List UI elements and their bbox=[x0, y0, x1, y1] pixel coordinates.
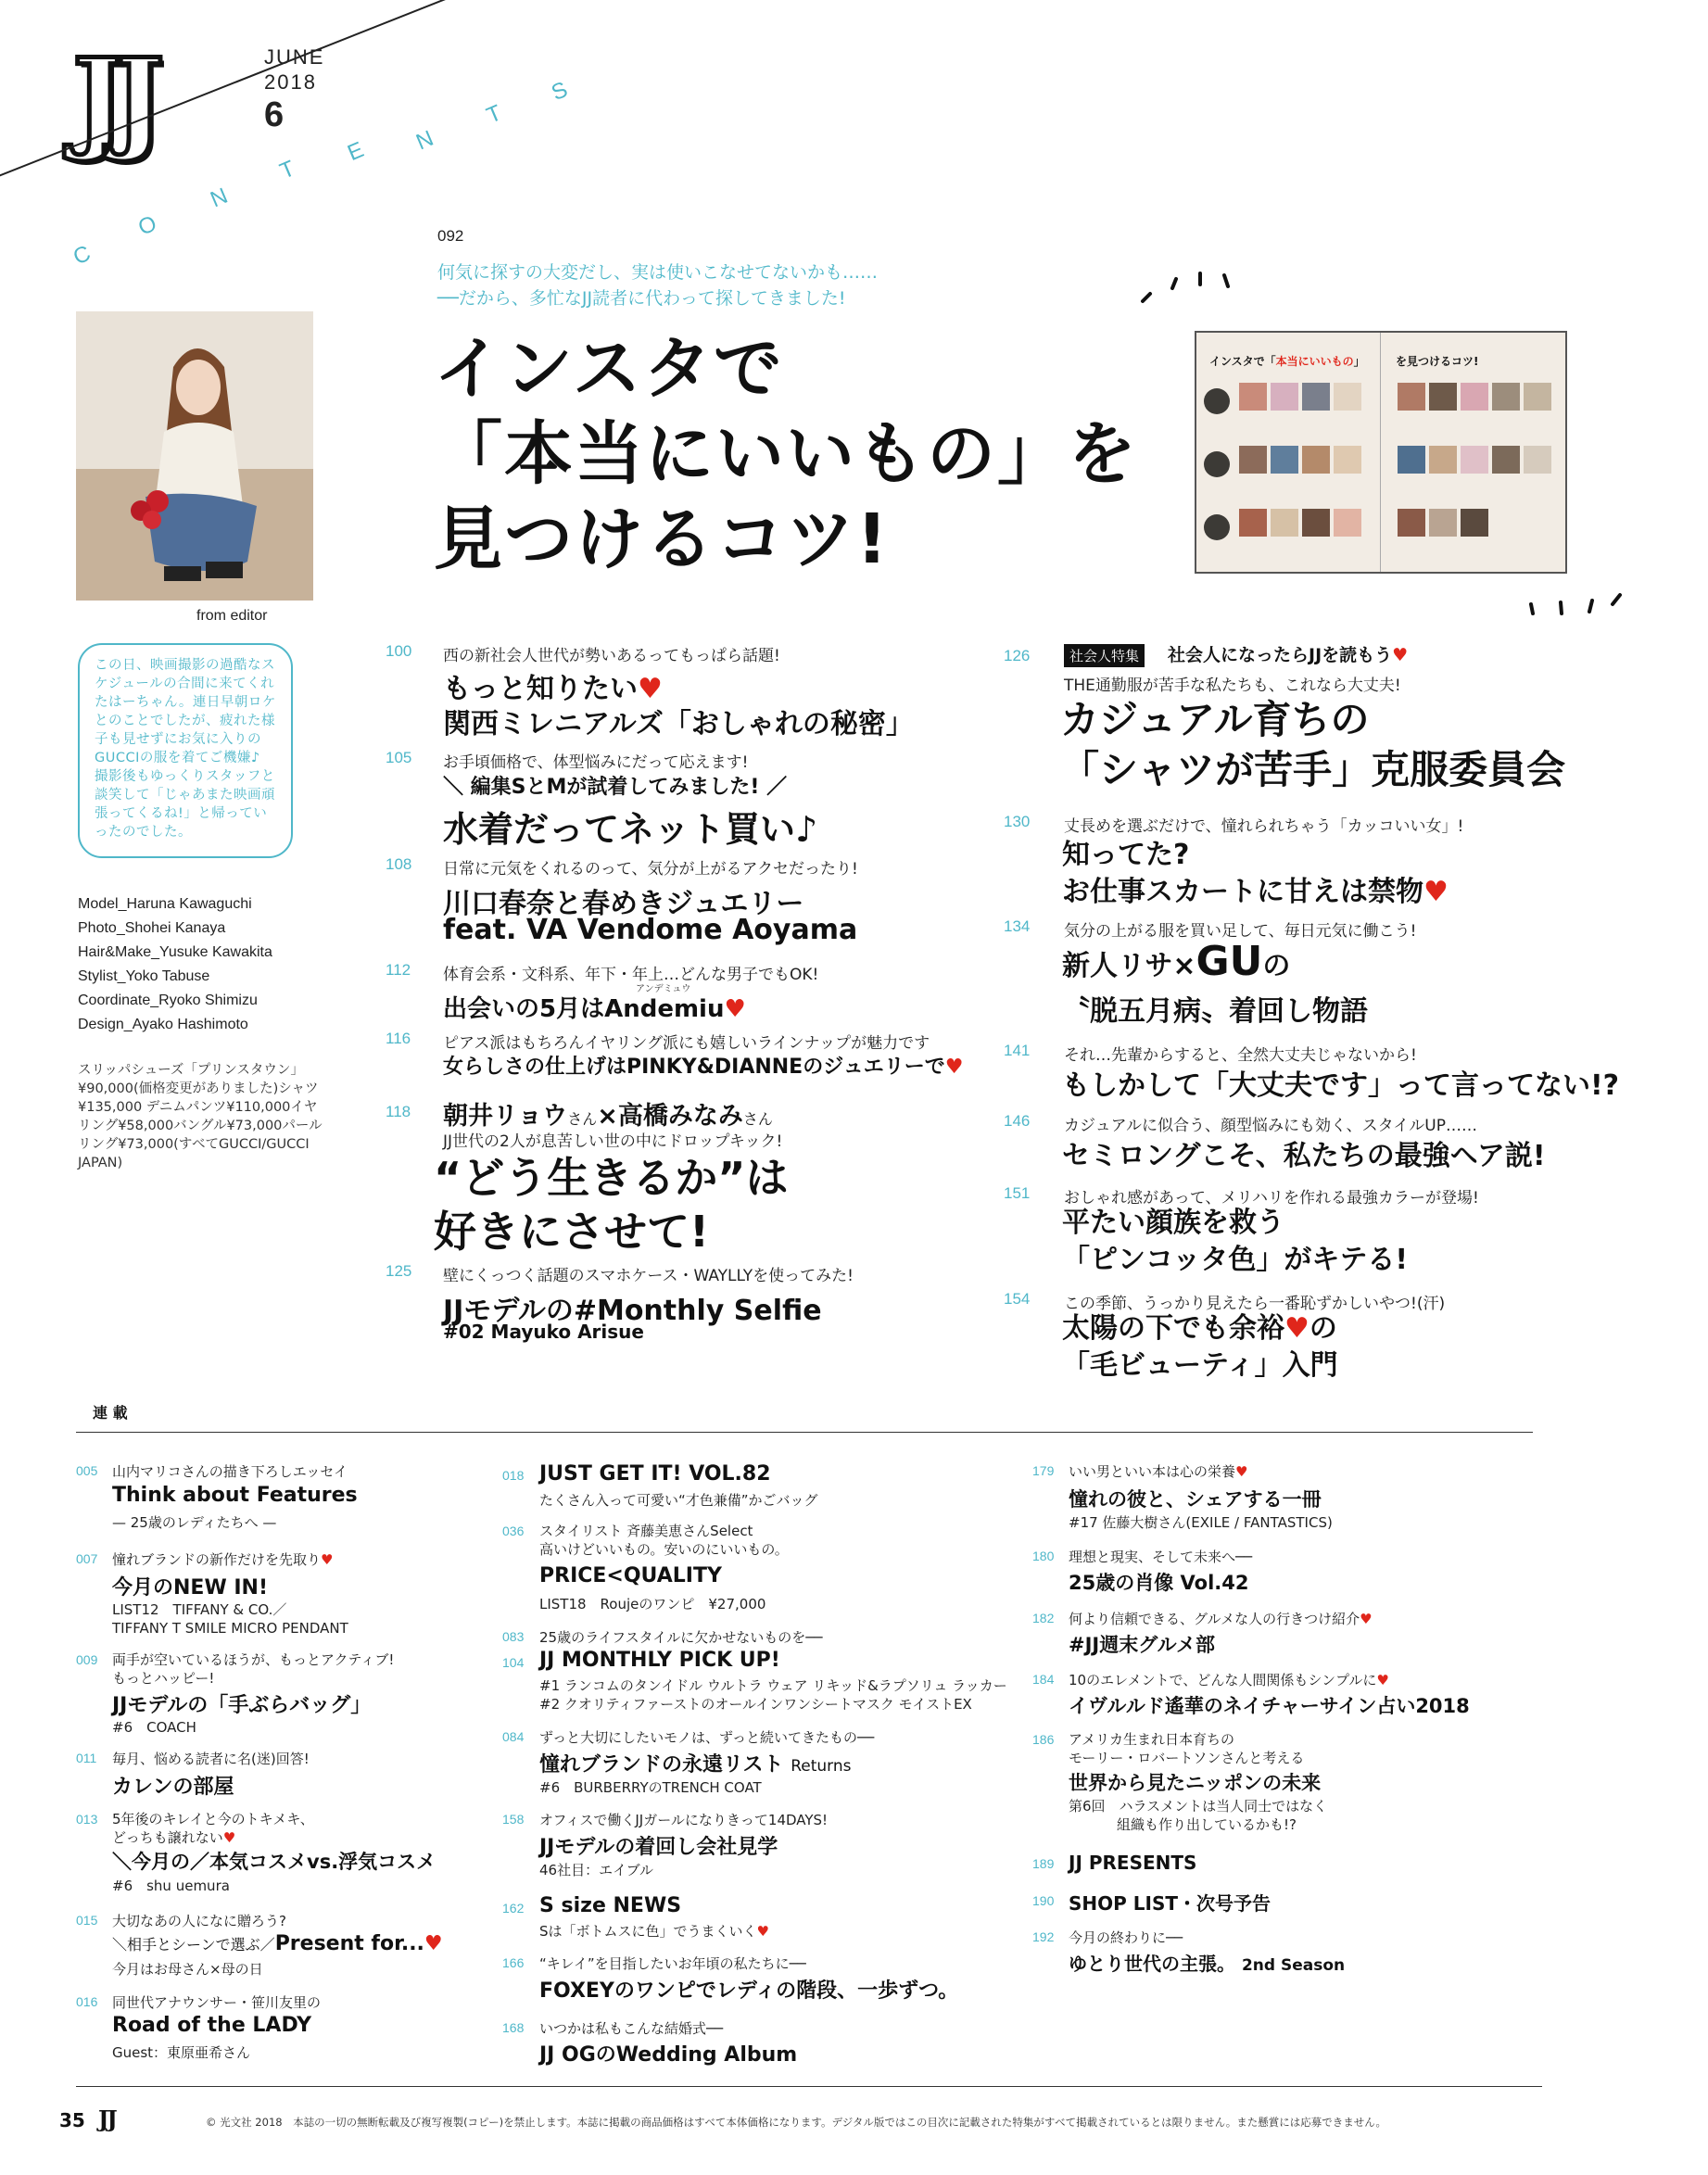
page-number: 112 bbox=[386, 961, 411, 979]
page-number: 182 bbox=[1032, 1611, 1055, 1625]
heart-icon: ♥ bbox=[1284, 1312, 1309, 1345]
page-number: 083 bbox=[502, 1629, 525, 1644]
feature-title[interactable]: 知ってた? お仕事スカートに甘えは禁物♥ bbox=[1062, 839, 1449, 908]
page-number: 130 bbox=[1004, 813, 1031, 830]
feature-title[interactable]: 平たい顔族を救う 「ピンコッタ色」がキテる! bbox=[1062, 1207, 1409, 1276]
serial-title[interactable]: S size NEWS bbox=[539, 1894, 682, 1917]
sparkle-ticks-icon bbox=[1135, 264, 1256, 310]
page-number: 134 bbox=[1004, 917, 1031, 935]
feature-names: 朝井リョウさん×高橋みなみさん bbox=[443, 1102, 773, 1131]
page-number: 104 bbox=[502, 1655, 525, 1670]
feature-title[interactable]: 新人リサ×GUの bbox=[1062, 938, 1291, 985]
heart-icon: ♥ bbox=[1360, 1611, 1373, 1627]
feature-title[interactable]: もっと知りたい♥ bbox=[443, 673, 663, 705]
issue-number: 6 bbox=[264, 95, 286, 134]
page-number: 118 bbox=[386, 1103, 411, 1120]
feature-title[interactable]: もしかして「大丈夫です」って言ってない!? bbox=[1062, 1069, 1620, 1102]
serial-title[interactable]: JJ PRESENTS bbox=[1069, 1852, 1197, 1874]
serial-label: 連 載 bbox=[93, 1404, 128, 1422]
feature-subtitle: お手頃価格で、体型悩みにだって応えます! bbox=[443, 753, 749, 772]
page-number: 162 bbox=[502, 1901, 525, 1916]
contents-letter: T bbox=[483, 100, 506, 129]
feature-title-sub: #02 Mayuko Arisue bbox=[443, 1321, 644, 1343]
page-number: 036 bbox=[502, 1524, 525, 1538]
serial-subtitle: 大切なあの人になに贈ろう? bbox=[112, 1913, 286, 1929]
serial-title[interactable]: イヴルルド遙華のネイチャーサイン占い2018 bbox=[1069, 1695, 1470, 1717]
serial-subtitle: 憧れブランドの新作だけを先取り♥ bbox=[112, 1551, 334, 1568]
serial-detail: 46社目：エイブル bbox=[539, 1862, 654, 1878]
feature-subtitle: おしゃれ感があって、メリハリを作れる最強カラーが登場! bbox=[1064, 1189, 1479, 1208]
feature-title[interactable]: feat. VA Vendome Aoyama bbox=[443, 914, 858, 946]
feature-title[interactable]: 水着だってネット買い♪ bbox=[443, 809, 818, 850]
credit-line: Coordinate_Ryoko Shimizu bbox=[78, 993, 258, 1008]
cover-title bbox=[434, 326, 1138, 582]
page-number: 192 bbox=[1032, 1929, 1055, 1944]
page-number: 141 bbox=[1004, 1042, 1031, 1059]
feature-subtitle: それ…先輩からすると、全然大丈夫じゃないから! bbox=[1064, 1046, 1417, 1065]
tag-badge: 社会人特集 bbox=[1064, 644, 1145, 667]
feature-title[interactable]: “どう生きるか”は 好きにさせて! bbox=[434, 1153, 789, 1257]
page-number: 084 bbox=[502, 1729, 525, 1744]
page-number: 180 bbox=[1032, 1549, 1055, 1563]
serial-subtitle: たくさん入って可愛い“才色兼備”かごバッグ bbox=[539, 1492, 818, 1509]
contents-letter: S bbox=[548, 76, 572, 107]
serial-subtitle: 理想と現実、そして未来へ── bbox=[1069, 1549, 1253, 1565]
serial-title[interactable]: Think about Features bbox=[112, 1484, 358, 1507]
serial-subtitle: ずっと大切にしたいモノは、ずっと続いてきたもの── bbox=[539, 1729, 875, 1746]
cover-title-line: 見つけるコツ! bbox=[434, 499, 890, 579]
feature-title[interactable]: 出会いの5月はAndemiu♥ bbox=[443, 995, 746, 1023]
page-number: 016 bbox=[76, 1994, 98, 2009]
cover-title-line: 「本当にいいもの」を bbox=[434, 414, 1138, 494]
page-number: 011 bbox=[76, 1751, 97, 1765]
page-number: 146 bbox=[1004, 1112, 1031, 1130]
heart-icon: ♥ bbox=[1376, 1672, 1389, 1688]
serial-title[interactable]: ＼今月の／本気コスメvs.浮気コスメ bbox=[112, 1851, 436, 1873]
page-number: 108 bbox=[386, 855, 412, 873]
serial-title[interactable]: PRICE<QUALITY bbox=[539, 1564, 722, 1587]
feature-title[interactable]: ＼ 編集SとMが試着してみました! ／ bbox=[443, 776, 788, 799]
page-number: 009 bbox=[76, 1652, 98, 1667]
sparkle-ticks-icon bbox=[1520, 584, 1631, 621]
serial-subtitle: 同世代アナウンサー・笹川友里の bbox=[112, 1994, 322, 2011]
serial-title[interactable]: SHOP LIST・次号予告 bbox=[1069, 1892, 1271, 1915]
contents-letter: T bbox=[276, 156, 299, 184]
feature-subtitle: ピアス派はもちろんイヤリング派にも嬉しいラインナップが魅力です bbox=[443, 1034, 930, 1053]
heart-icon: ♥ bbox=[756, 1923, 769, 1940]
serial-title[interactable]: カレンの部屋 bbox=[112, 1776, 234, 1799]
heart-icon: ♥ bbox=[424, 1932, 443, 1955]
jj-logo: JJ bbox=[72, 34, 152, 165]
copyright-notice: © 光文社 2018 本誌の一切の無断転載及び複写複製(コピー)を禁止します。本誌に掲載の商品価格はすべて本体価格になります。デジタル版ではこの目次に記載された特集がすべて掲載されているとは限りません。また懸賞には応募できません。 bbox=[206, 2116, 1386, 2129]
page-number: 154 bbox=[1004, 1290, 1031, 1308]
credits bbox=[78, 892, 272, 1037]
serial-subtitle: 両手が空いているほうが、もっとアクティブ! もっとハッピー! bbox=[112, 1651, 395, 1687]
thumbnail-grid bbox=[1237, 381, 1376, 416]
serial-subtitle: 山内マリコさんの描き下ろしエッセイ bbox=[112, 1463, 348, 1480]
feature-subtitle: THE通勤服が苦手な私たちも、これなら大丈夫! bbox=[1064, 677, 1401, 695]
cover-lead-line: ──だから、多忙なJJ読者に代わって探してきました! bbox=[437, 288, 846, 309]
serial-detail: #6 COACH bbox=[112, 1719, 196, 1736]
cover-title-line: インスタで bbox=[434, 329, 784, 409]
serial-subtitle: 25歳のライフスタイルに欠かせないものを── bbox=[539, 1629, 823, 1646]
cover-lead-line: 何気に探すの大変だし、実は使いこなせてないかも…… bbox=[437, 262, 879, 283]
serial-title[interactable]: 世界から見たニッポンの未来 bbox=[1069, 1772, 1322, 1794]
feature-title[interactable]: 関西ミレニアルズ「おしゃれの秘密」 bbox=[443, 708, 914, 740]
feature-subtitle: この季節、うっかり見えたら一番恥ずかしいやつ!(汗) bbox=[1064, 1295, 1446, 1313]
page-number: 105 bbox=[386, 749, 412, 766]
editor-note: この日、映画撮影の過酷なスケジュールの合間に来てくれたはーちゃん。連日早朝ロケとのことでしたが、疲れた様子も見せずにお気に入りのGUCCIの服を着てご機嫌♪ 撮影後もゆっくりスタッフと談笑して「じゃあまた映画頑張ってくるね!」と帰っていったのでした。 bbox=[78, 643, 293, 858]
feature-spread-thumbnail bbox=[1195, 331, 1567, 574]
page-number: 186 bbox=[1032, 1732, 1055, 1747]
serial-title[interactable]: 今月のNEW IN! bbox=[112, 1576, 268, 1600]
serial-title[interactable]: Road of the LADY bbox=[112, 2014, 312, 2037]
heart-icon: ♥ bbox=[1235, 1463, 1248, 1480]
page-number: 179 bbox=[1032, 1463, 1055, 1478]
serial-title[interactable]: #JJ週末グルメ部 bbox=[1069, 1634, 1215, 1656]
page-number: 005 bbox=[76, 1463, 98, 1478]
page-number: 015 bbox=[76, 1913, 98, 1928]
feature-title[interactable]: 川口春奈と春めきジュエリー bbox=[443, 888, 804, 920]
feature-subtitle: 壁にくっつく話題のスマホケース・WAYLLYを使ってみた! bbox=[443, 1267, 854, 1285]
issue-month: JUNE bbox=[264, 45, 325, 69]
feature-title[interactable]: 〝脱五月病〟着回し物語 bbox=[1062, 995, 1368, 1028]
feature-subtitle: 日常に元気をくれるのって、気分が上がるアクセだったり! bbox=[443, 860, 858, 879]
serial-subtitle: “キレイ”を目指したいお年頃の私たちに── bbox=[539, 1955, 806, 1972]
serial-title[interactable]: JJ OGのWedding Album bbox=[539, 2043, 798, 2067]
serial-detail: #6 shu uemura bbox=[112, 1878, 230, 1894]
serial-title[interactable]: 憧れブランドの永遠リスト Returns bbox=[539, 1753, 852, 1777]
serial-title[interactable]: ゆとり世代の主張。 2nd Season bbox=[1069, 1953, 1346, 1975]
heart-icon: ♥ bbox=[222, 1829, 236, 1846]
page-number: 126 bbox=[1004, 647, 1031, 664]
serial-subtitle: 何より信頼できる、グルメな人の行きつけ紹介♥ bbox=[1069, 1611, 1373, 1627]
serial-detail: #6 BURBERRYのTRENCH COAT bbox=[539, 1779, 762, 1796]
credit-line: Model_Haruna Kawaguchi bbox=[78, 896, 252, 912]
cover-page-number: 092 bbox=[437, 227, 464, 245]
page-number-footer: 35 bbox=[59, 2109, 85, 2131]
feature-title[interactable]: カジュアル育ちの 「シャツが苦手」克服委員会 bbox=[1060, 697, 1566, 792]
credit-line: Hair&Make_Yusuke Kawakita bbox=[78, 944, 272, 960]
cover-lead bbox=[437, 259, 878, 311]
page-number: 116 bbox=[386, 1030, 411, 1047]
serial-subtitle: 5年後のキレイと今のトキメキ、 どっちも譲れない♥ bbox=[112, 1811, 314, 1846]
from-editor-label: from editor bbox=[196, 608, 268, 624]
model-illustration bbox=[76, 311, 313, 601]
serial-subtitle: オフィスで働くJJガールになりきって14DAYS! bbox=[539, 1812, 829, 1828]
tag-text: 社会人になったらJJを読もう♥ bbox=[1168, 645, 1409, 665]
contents-letter: N bbox=[207, 183, 232, 213]
heart-icon: ♥ bbox=[724, 995, 746, 1023]
page-number: 013 bbox=[76, 1812, 98, 1827]
thumbnail-title-right: を見つけるコツ! bbox=[1396, 355, 1479, 368]
serial-title[interactable]: JJ MONTHLY PICK UP! bbox=[539, 1649, 780, 1672]
feature-title[interactable]: 太陽の下でも余裕♥の 「毛ビューティ」入門 bbox=[1062, 1312, 1338, 1382]
contents-letter: C bbox=[70, 240, 95, 271]
cover-model-photo bbox=[76, 311, 313, 601]
serial-title[interactable]: 25歳の肖像 Vol.42 bbox=[1069, 1572, 1249, 1594]
page-number: 166 bbox=[502, 1955, 525, 1970]
serial-detail: #1 ランコムのタンイドル ウルトラ ウェア リキッド&ラプソリュ ラッカー #2 クオリティファーストのオールインワンシートマスク モイストEX bbox=[539, 1677, 1007, 1713]
serial-detail: — 25歳のレディたちへ — bbox=[112, 1514, 277, 1531]
thumbnail-title-left: インスタで「本当にいいもの」 bbox=[1209, 355, 1365, 368]
page-number: 168 bbox=[502, 2020, 525, 2035]
credit-line: Stylist_Yoko Tabuse bbox=[78, 968, 210, 984]
feature-subtitle: 体育会系・文科系、年下・年上…どんな男子でもOK! bbox=[443, 966, 819, 984]
page-number: 189 bbox=[1032, 1856, 1055, 1871]
feature-subtitle: 丈長めを選ぶだけで、憧れられちゃう「カッコいい女」! bbox=[1064, 817, 1464, 836]
serial-detail: LIST12 TIFFANY & CO.／ TIFFANY T SMILE MICRO PENDANT bbox=[112, 1601, 348, 1637]
serial-subtitle: いい男といい本は心の栄養♥ bbox=[1069, 1463, 1248, 1480]
credit-line: Photo_Shohei Kanaya bbox=[78, 920, 226, 936]
page-number: 151 bbox=[1004, 1184, 1031, 1202]
feature-title[interactable]: 女らしさの仕上げはPINKY&DIANNEのジュエリーで♥ bbox=[443, 1056, 964, 1079]
page-number: 184 bbox=[1032, 1672, 1055, 1687]
feature-title[interactable]: セミロングこそ、私たちの最強ヘア説! bbox=[1062, 1140, 1546, 1172]
page-number: 007 bbox=[76, 1551, 98, 1566]
serial-subtitle: 10のエレメントで、どんな人間関係もシンプルに♥ bbox=[1069, 1672, 1389, 1688]
page-number: 100 bbox=[386, 642, 412, 660]
serial-title[interactable]: JJモデルの「手ぶらバッグ」 bbox=[112, 1694, 372, 1717]
serial-detail: 第6回 ハラスメントは当人同士ではなく 組織も作り出しているかも!? bbox=[1069, 1798, 1328, 1833]
heart-icon: ♥ bbox=[1392, 645, 1409, 665]
page-number: 018 bbox=[502, 1468, 525, 1483]
feature-subtitle: JJ世代の2人が息苦しい世の中にドロップキック! bbox=[443, 1132, 783, 1151]
serial-title[interactable]: JUST GET IT! VOL.82 bbox=[539, 1462, 771, 1486]
contents-letter: E bbox=[344, 136, 368, 167]
feature-title[interactable]: JJモデルの#Monthly Selfie bbox=[443, 1295, 822, 1327]
serial-subtitle: アメリカ生まれ日本育ちの モーリー・ロバートソンさんと考える bbox=[1069, 1731, 1305, 1766]
serial-title[interactable]: 憧れの彼と、シェアする一冊 bbox=[1069, 1488, 1322, 1511]
contents-letter: O bbox=[134, 210, 161, 241]
heart-icon: ♥ bbox=[944, 1056, 964, 1079]
serial-title[interactable]: JJモデルの着回し会社見学 bbox=[539, 1836, 778, 1859]
price-list: スリッパシューズ「プリンスタウン」¥90,000(価格変更がありました)シャツ¥135,000 デニムパンツ¥110,000イヤリング¥58,000バングル¥73,000パールリング¥73,000(すべてGUCCI/GUCCI JAPAN) bbox=[78, 1063, 323, 1170]
serial-subtitle: いつかは私もこんな結婚式── bbox=[539, 2020, 724, 2037]
serial-detail: Guest：東原亜希さん bbox=[112, 2044, 251, 2061]
heart-icon: ♥ bbox=[1423, 876, 1449, 908]
page-number: 190 bbox=[1032, 1893, 1055, 1908]
serial-subtitle: スタイリスト 斉藤美恵さんSelect 高いけどいいもの。安いのにいいもの。 bbox=[539, 1523, 789, 1558]
serial-subtitle: 毎月、悩める読者に名(迷)回答! bbox=[112, 1751, 310, 1767]
serial-detail: LIST18 Roujeのワンピ ¥27,000 bbox=[539, 1596, 766, 1612]
heart-icon: ♥ bbox=[321, 1551, 334, 1568]
credit-line: Design_Ayako Hashimoto bbox=[78, 1017, 248, 1032]
contents-letter: N bbox=[412, 125, 437, 156]
serial-detail: Sは「ボトムスに色」でうまくいく♥ bbox=[539, 1923, 769, 1940]
serial-detail: #17 佐藤大樹さん(EXILE / FANTASTICS) bbox=[1069, 1514, 1333, 1531]
issue-year: 2018 bbox=[264, 70, 317, 94]
feature-subtitle: カジュアルに似合う、顔型悩みにも効く、スタイルUP…… bbox=[1064, 1117, 1477, 1135]
ruby-text: アンデミュウ bbox=[636, 984, 691, 994]
page-number: 125 bbox=[386, 1262, 412, 1280]
footer-logo: JJ bbox=[98, 2105, 116, 2132]
serial-title[interactable]: ＼相手とシーンで選ぶ／Present for...♥ bbox=[112, 1932, 443, 1955]
feature-subtitle: 西の新社会人世代が勢いあるってもっぱら話題! bbox=[443, 647, 780, 665]
heart-icon: ♥ bbox=[638, 673, 663, 705]
section-divider bbox=[76, 1432, 1533, 1433]
serial-subtitle: 今月の終わりに── bbox=[1069, 1929, 1183, 1946]
feature-subtitle: 気分の上がる服を買い足して、毎日元気に働こう! bbox=[1064, 922, 1417, 941]
page-number: 158 bbox=[502, 1812, 525, 1827]
footer-divider bbox=[76, 2086, 1542, 2087]
serial-detail: 今月はお母さん×母の日 bbox=[112, 1961, 263, 1978]
serial-title[interactable]: FOXEYのワンピでレディの階段、一歩ずつ。 bbox=[539, 1979, 959, 2003]
